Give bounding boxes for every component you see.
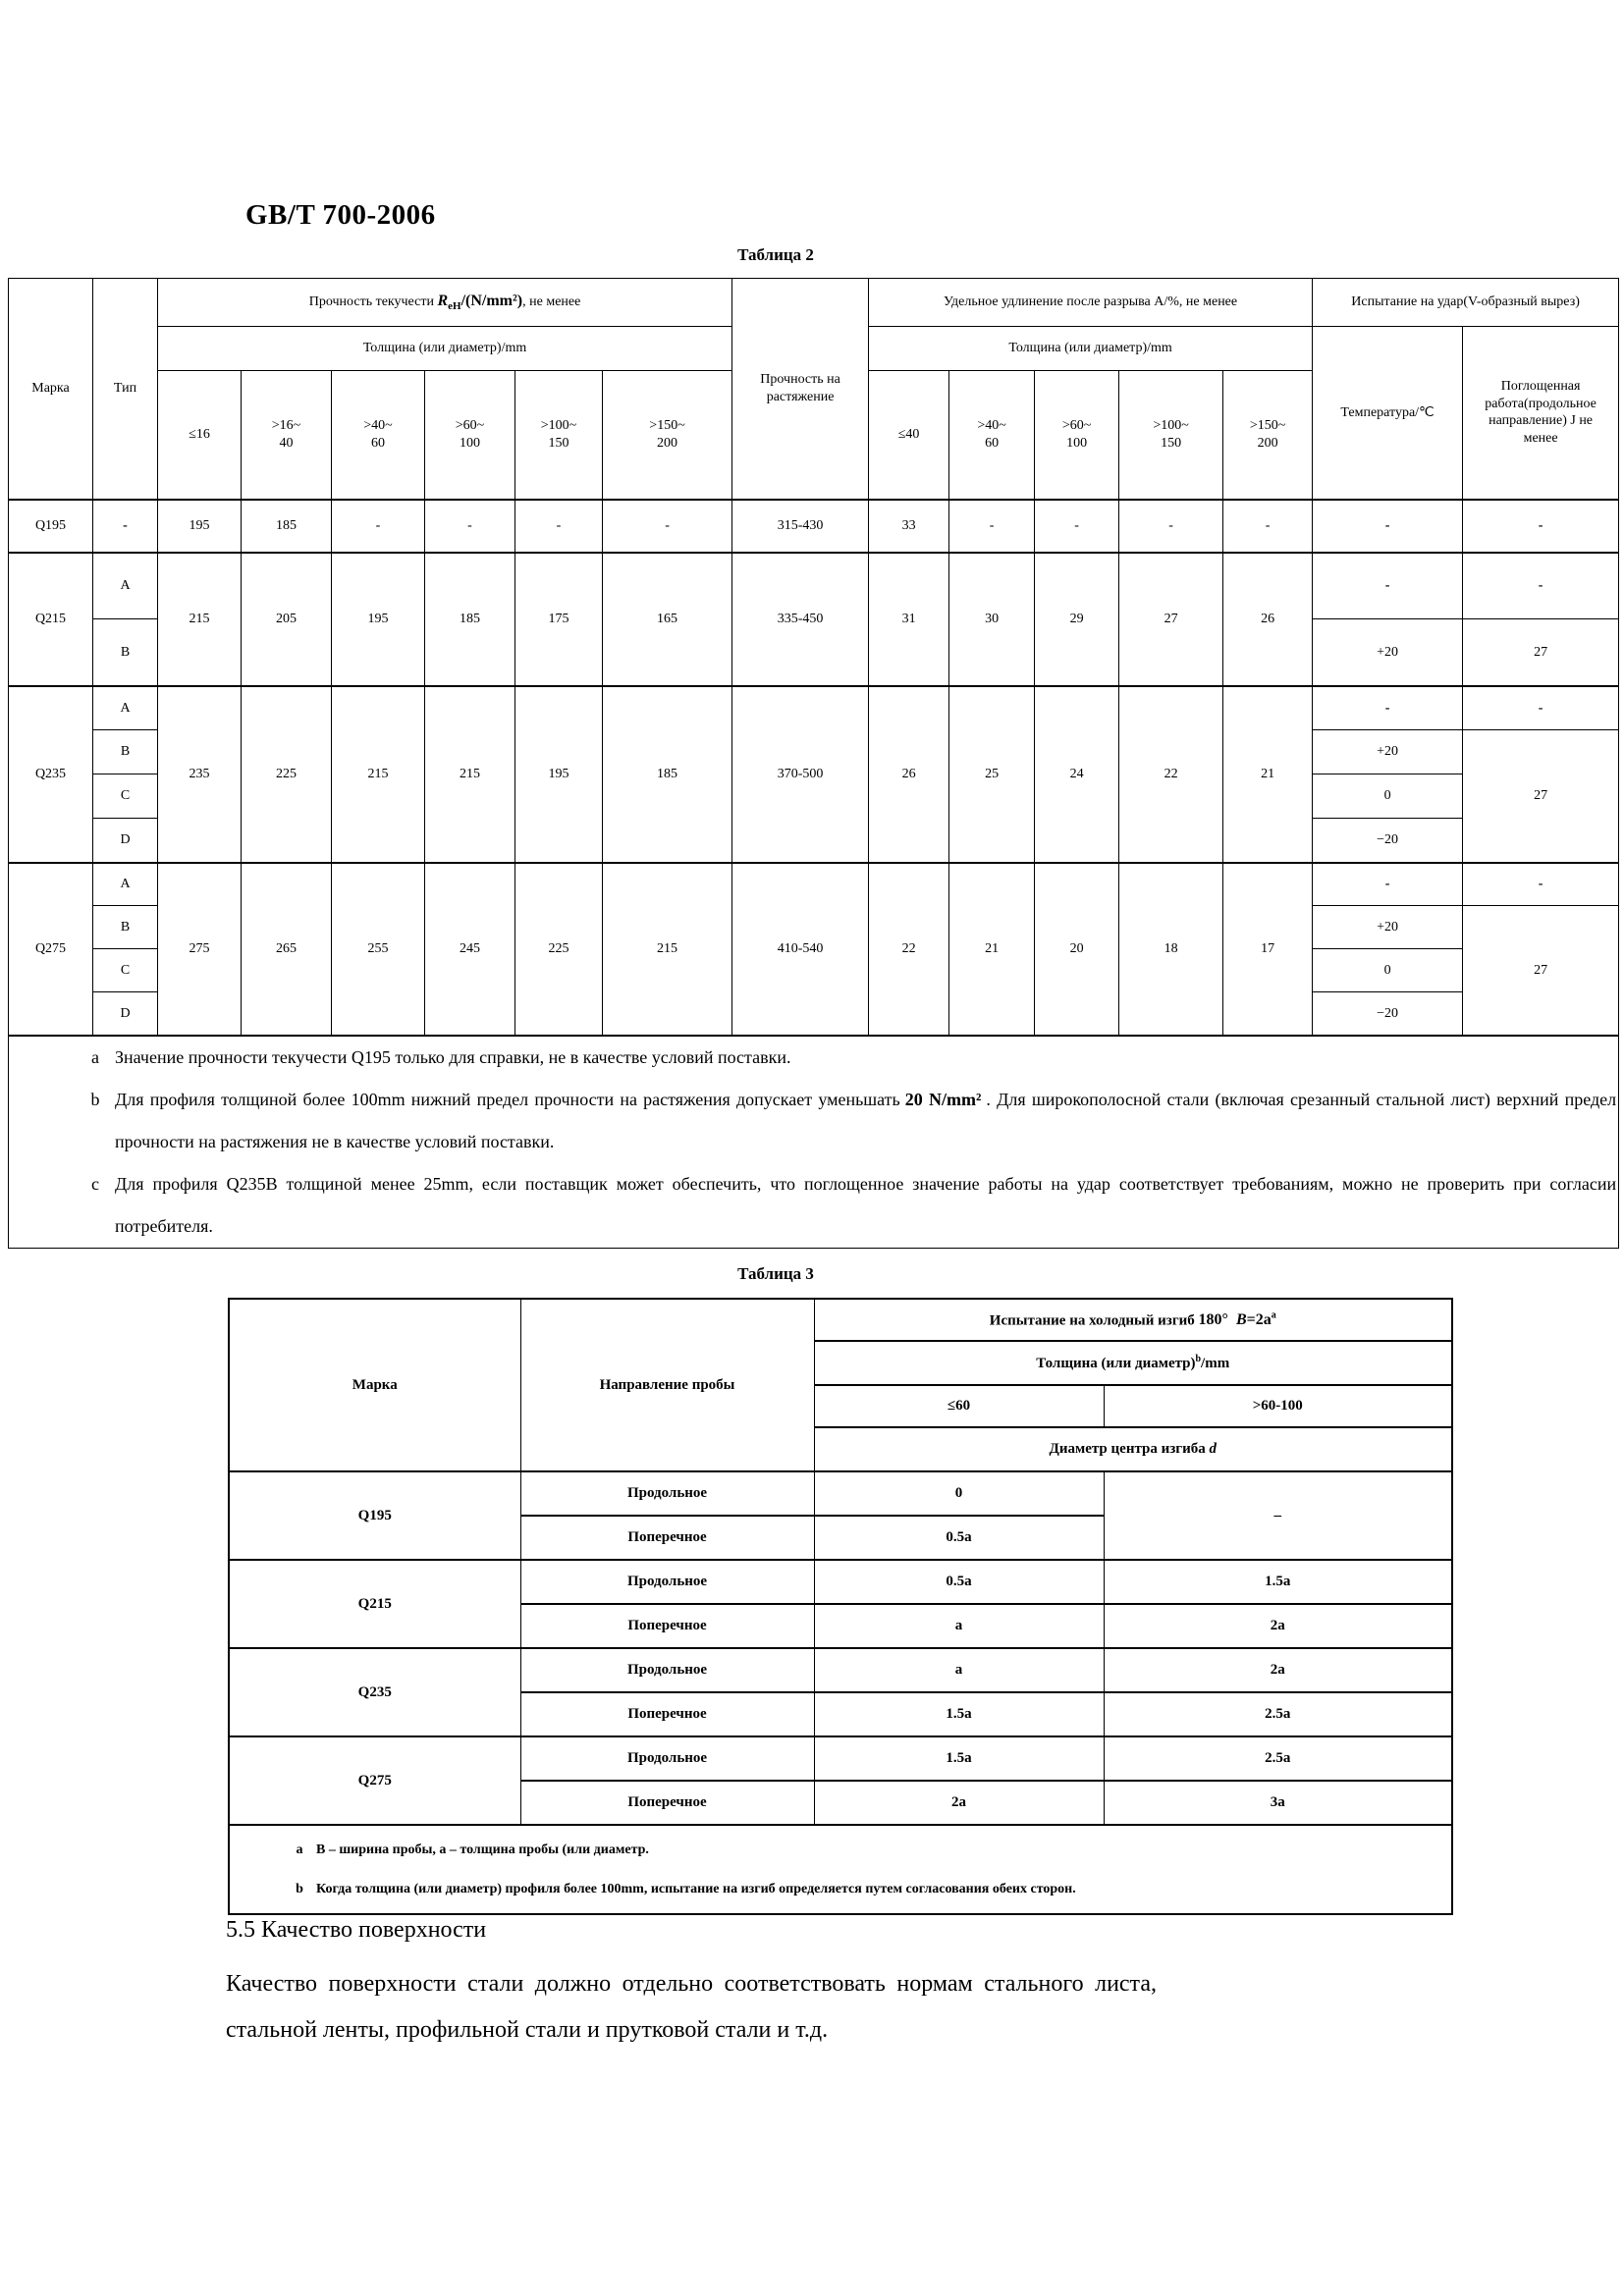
- work-value-cell: -: [1463, 500, 1619, 553]
- type-cell: C: [93, 949, 158, 992]
- section-heading: 5.5 Качество поверхности: [226, 1917, 487, 1943]
- bend-value-cell: 2.5a: [1104, 1692, 1452, 1736]
- footnote-marker: a: [91, 1046, 99, 1067]
- temperature-value-cell: +20: [1313, 906, 1463, 949]
- work-value-cell: -: [1463, 553, 1619, 619]
- footnote-c: [87, 1163, 1616, 1248]
- yield-value-cell: 255: [332, 863, 425, 1036]
- yield-value-cell: 215: [332, 686, 425, 863]
- grade-cell: Q215: [229, 1560, 520, 1648]
- footnote-marker: b: [90, 1089, 100, 1109]
- footnote-ref-b: b: [1195, 1354, 1202, 1364]
- footnote-text: B – ширина пробы, a – толщина пробы (или диаметр.: [316, 1842, 649, 1857]
- yield-value-cell: 235: [158, 686, 242, 863]
- bend-test-label: Испытание на холодный изгиб: [989, 1312, 1195, 1329]
- col-le60-header: ≤60: [814, 1385, 1104, 1427]
- grade-cell: Q235: [229, 1648, 520, 1736]
- temperature-value-cell: −20: [1313, 992, 1463, 1036]
- yield-value-cell: -: [603, 500, 732, 553]
- type-cell: B: [93, 906, 158, 949]
- yield-value-cell: 215: [603, 863, 732, 1036]
- elongation-value-cell: 27: [1119, 553, 1223, 686]
- thickness-range-header: ≤40: [869, 371, 949, 500]
- temperature-value-cell: +20: [1313, 730, 1463, 774]
- table2-caption: Таблица 2: [737, 245, 814, 264]
- yield-value-cell: 245: [425, 863, 515, 1036]
- elongation-value-cell: 21: [949, 863, 1035, 1036]
- elongation-value-cell: 22: [1119, 686, 1223, 863]
- tensile-value-cell: 315-430: [732, 500, 869, 553]
- yield-value-cell: 195: [158, 500, 242, 553]
- thickness-header: Толщина (или диаметр)$^b$/mm: [814, 1341, 1452, 1385]
- bend-value-cell: 0: [814, 1471, 1104, 1516]
- type-cell: C: [93, 774, 158, 819]
- footnote-marker: a: [296, 1842, 303, 1857]
- temperature-value-cell: −20: [1313, 819, 1463, 863]
- direction-column-header: Направление пробы: [520, 1299, 814, 1471]
- grade-cell: Q275: [229, 1736, 520, 1825]
- elongation-header: Удельное удлинение после разрыва А/%, не менее: [869, 279, 1313, 327]
- footnote-text: Для профиля Q235B толщиной менее 25mm, если поставщик может обеспечить, что поглощенное значение работы на удар соответствует требованиям, можно не проверить при согласии потребителя.: [115, 1173, 1617, 1236]
- footnote-text: Когда толщина (или диаметр) профиля более 100mm, испытание на изгиб определяется путем согласования обеих сторон.: [316, 1881, 1076, 1896]
- direction-cell: Поперечное: [520, 1692, 814, 1736]
- yield-value-cell: -: [515, 500, 603, 553]
- footnote-marker: b: [296, 1881, 303, 1896]
- yield-strength-header: [158, 279, 732, 327]
- bend-value-cell: –: [1104, 1471, 1452, 1560]
- direction-cell: Продольное: [520, 1560, 814, 1604]
- elongation-value-cell: 24: [1035, 686, 1119, 863]
- thickness-range-header: >150~ 200: [1223, 371, 1313, 500]
- thickness-range-header: ≤16: [158, 371, 242, 500]
- yield-value-cell: 165: [603, 553, 732, 686]
- yield-strength-label: Прочность текучести: [308, 294, 434, 309]
- yield-value-cell: 205: [242, 553, 332, 686]
- yield-value-cell: 185: [425, 553, 515, 686]
- type-cell: B: [93, 730, 158, 774]
- thickness-header-elong: Толщина (или диаметр)/mm: [869, 327, 1313, 371]
- direction-cell: Поперечное: [520, 1516, 814, 1560]
- thickness-range-header: >60~ 100: [1035, 371, 1119, 500]
- tensile-value-cell: 370-500: [732, 686, 869, 863]
- type-cell: A: [93, 863, 158, 906]
- type-cell: D: [93, 992, 158, 1036]
- bend-test-header: [814, 1299, 1452, 1341]
- table3-caption: Таблица 3: [737, 1264, 814, 1283]
- direction-cell: Продольное: [520, 1648, 814, 1692]
- yield-value-cell: 175: [515, 553, 603, 686]
- thickness-range-header: >100~ 150: [515, 371, 603, 500]
- table3: [228, 1298, 1453, 1915]
- direction-cell: Продольное: [520, 1471, 814, 1516]
- footnote-marker: c: [91, 1173, 99, 1194]
- yield-value-cell: 185: [603, 686, 732, 863]
- temperature-value-cell: -: [1313, 553, 1463, 619]
- bend-value-cell: 3a: [1104, 1781, 1452, 1825]
- bend-value-cell: 2.5a: [1104, 1736, 1452, 1781]
- bend-value-cell: a: [814, 1604, 1104, 1648]
- tensile-value-cell: 410-540: [732, 863, 869, 1036]
- bend-value-cell: 0.5a: [814, 1560, 1104, 1604]
- type-column-header: Тип: [93, 279, 158, 500]
- footnote-b: [87, 1079, 1616, 1163]
- footnote-a: [293, 1831, 1447, 1870]
- bend-value-cell: 2a: [814, 1781, 1104, 1825]
- tensile-value-cell: 335-450: [732, 553, 869, 686]
- type-cell: A: [93, 553, 158, 619]
- doc-number: GB/T 700-2006: [245, 199, 436, 231]
- bend-value-cell: 1.5a: [814, 1692, 1104, 1736]
- elongation-value-cell: 17: [1223, 863, 1313, 1036]
- yield-value-cell: 225: [242, 686, 332, 863]
- footnote-text: Значение прочности текучести Q195 только для справки, не в качестве условий поставки.: [115, 1046, 791, 1067]
- yield-strength-formula: $R_{eH}/(N/mm^2)$: [437, 292, 523, 312]
- thickness-range-header: >16~ 40: [242, 371, 332, 500]
- table3-footnotes: [229, 1825, 1452, 1914]
- elongation-value-cell: -: [949, 500, 1035, 553]
- grade-cell: Q195: [9, 500, 93, 553]
- impact-test-header: Испытание на удар(V-образный вырез): [1313, 279, 1619, 327]
- grade-column-header: Марка: [229, 1299, 520, 1471]
- bend-value-cell: 2a: [1104, 1604, 1452, 1648]
- work-value-cell: 27: [1463, 619, 1619, 686]
- work-value-cell: 27: [1463, 730, 1619, 863]
- thickness-range-header: >100~ 150: [1119, 371, 1223, 500]
- elongation-value-cell: 26: [1223, 553, 1313, 686]
- type-cell: D: [93, 819, 158, 863]
- yield-value-cell: 195: [515, 686, 603, 863]
- yield-value-cell: 275: [158, 863, 242, 1036]
- elongation-value-cell: 22: [869, 863, 949, 1036]
- grade-column-header: Марка: [9, 279, 93, 500]
- bend-test-formula: 180° $B=2a^a$: [1198, 1309, 1276, 1329]
- temperature-value-cell: -: [1313, 686, 1463, 730]
- elongation-value-cell: -: [1035, 500, 1119, 553]
- grade-cell: Q275: [9, 863, 93, 1036]
- direction-cell: Продольное: [520, 1736, 814, 1781]
- bend-value-cell: 2a: [1104, 1648, 1452, 1692]
- yield-value-cell: 185: [242, 500, 332, 553]
- yield-value-cell: 215: [158, 553, 242, 686]
- paragraph-line: Качество поверхности стали должно отдельно соответствовать нормам стального листа,: [226, 1971, 1157, 1997]
- type-cell: B: [93, 619, 158, 686]
- elongation-value-cell: 25: [949, 686, 1035, 863]
- bend-value-cell: 1.5a: [1104, 1560, 1452, 1604]
- thickness-range-header: >150~ 200: [603, 371, 732, 500]
- elongation-value-cell: -: [1223, 500, 1313, 553]
- temperature-header: Температура/℃: [1313, 327, 1463, 500]
- temperature-value-cell: -: [1313, 500, 1463, 553]
- bend-diameter-header: Диаметр центра изгиба d: [814, 1427, 1452, 1471]
- yield-value-cell: -: [425, 500, 515, 553]
- elongation-value-cell: 26: [869, 686, 949, 863]
- direction-cell: Поперечное: [520, 1781, 814, 1825]
- elongation-value-cell: 31: [869, 553, 949, 686]
- absorbed-work-header: Поглощенная работа(продольное направление) J не менее: [1463, 327, 1619, 500]
- col-gt60-header: >60-100: [1104, 1385, 1452, 1427]
- work-value-cell: 27: [1463, 906, 1619, 1036]
- temperature-value-cell: 0: [1313, 949, 1463, 992]
- grade-cell: Q235: [9, 686, 93, 863]
- thickness-header-yield: Толщина (или диаметр)/mm: [158, 327, 732, 371]
- type-cell: A: [93, 686, 158, 730]
- temperature-value-cell: +20: [1313, 619, 1463, 686]
- footnote-b: [293, 1870, 1447, 1909]
- section-paragraph: [226, 1961, 1157, 2054]
- bend-value-cell: 0.5a: [814, 1516, 1104, 1560]
- elongation-value-cell: 33: [869, 500, 949, 553]
- work-value-cell: -: [1463, 863, 1619, 906]
- thickness-range-header: >40~ 60: [949, 371, 1035, 500]
- work-value-cell: -: [1463, 686, 1619, 730]
- table2-footnotes: [9, 1036, 1619, 1249]
- footnote-text: Для профиля толщиной более 100mm нижний предел прочности на растяжения допускает уменьшать 20 N/mm² . Для широкополосной стали (включая срезанный стальной лист) верхний предел прочности на растяжения не в качестве условий поставки.: [115, 1089, 1617, 1151]
- type-cell: -: [93, 500, 158, 553]
- tensile-strength-header: Прочность на растяжение: [732, 279, 869, 500]
- table2: [8, 278, 1619, 1249]
- yield-value-cell: 195: [332, 553, 425, 686]
- direction-cell: Поперечное: [520, 1604, 814, 1648]
- grade-cell: Q195: [229, 1471, 520, 1560]
- yield-value-cell: 215: [425, 686, 515, 863]
- footnote-a: [87, 1037, 1616, 1079]
- elongation-value-cell: 30: [949, 553, 1035, 686]
- temperature-value-cell: -: [1313, 863, 1463, 906]
- elongation-value-cell: 20: [1035, 863, 1119, 1036]
- strength-formula: 20 N/mm²: [904, 1089, 982, 1109]
- elongation-value-cell: -: [1119, 500, 1223, 553]
- elongation-value-cell: 29: [1035, 553, 1119, 686]
- elongation-value-cell: 21: [1223, 686, 1313, 863]
- thickness-range-header: >40~ 60: [332, 371, 425, 500]
- elongation-value-cell: 18: [1119, 863, 1223, 1036]
- paragraph-line: стальной ленты, профильной стали и прутковой стали и т.д.: [226, 2017, 829, 2043]
- yield-value-cell: 225: [515, 863, 603, 1036]
- yield-value-cell: 265: [242, 863, 332, 1036]
- yield-strength-suffix: , не менее: [522, 294, 581, 309]
- grade-cell: Q215: [9, 553, 93, 686]
- bend-value-cell: a: [814, 1648, 1104, 1692]
- bend-value-cell: 1.5a: [814, 1736, 1104, 1781]
- temperature-value-cell: 0: [1313, 774, 1463, 819]
- yield-value-cell: -: [332, 500, 425, 553]
- thickness-range-header: >60~ 100: [425, 371, 515, 500]
